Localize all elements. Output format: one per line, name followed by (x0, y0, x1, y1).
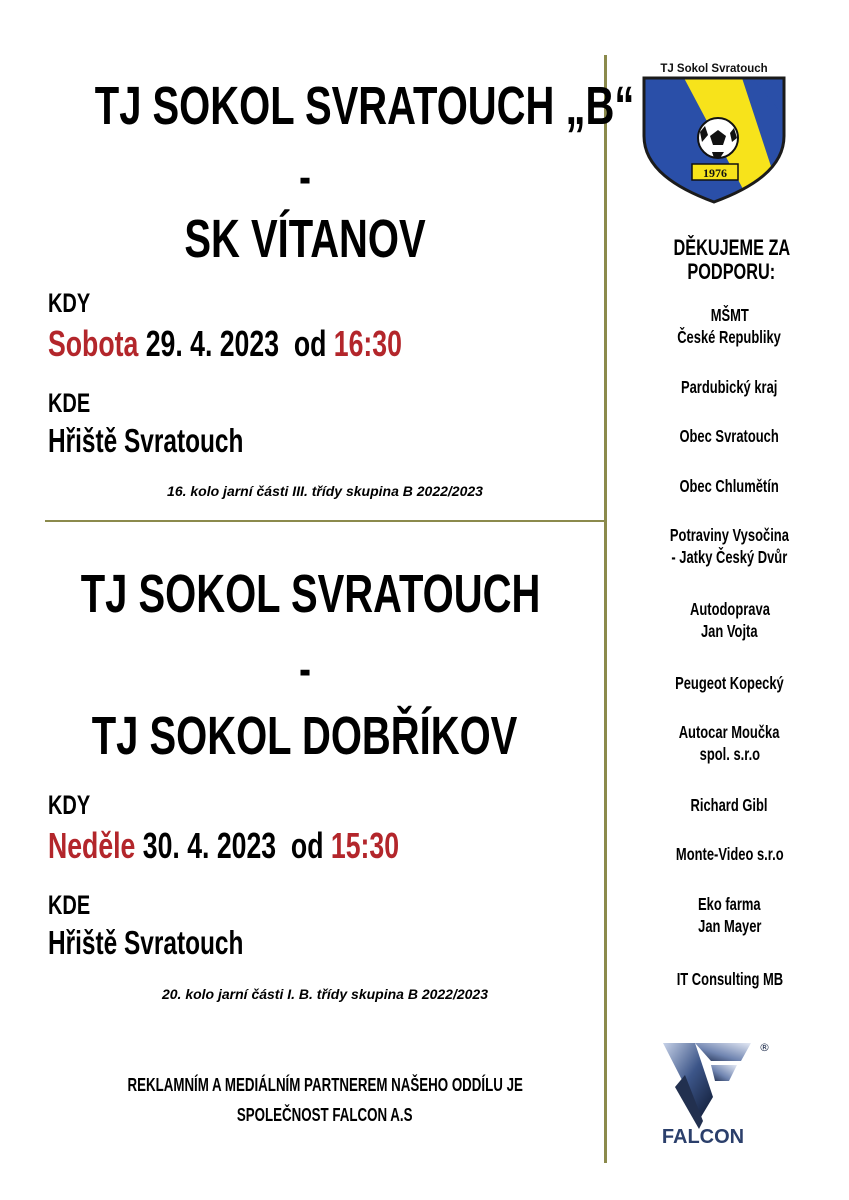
sponsor-9: Monte-Video s.r.o (675, 844, 784, 864)
match1-datetime (48, 324, 526, 364)
match1-where-label: KDE (48, 388, 91, 418)
sponsor-4: Potraviny Vysočina - Jatky Český Dvůr (669, 525, 790, 567)
match2-when-label: KDY (48, 790, 91, 820)
thanks-heading: DĚKUJEME ZA PODPORU: (673, 235, 790, 284)
horizontal-divider (45, 520, 606, 522)
match2-datetime (48, 826, 522, 866)
club-crest-logo (634, 56, 794, 206)
match1-date: 29. 4. 2023 (145, 323, 280, 364)
sponsor-10: Eko farma Jan Mayer (697, 894, 762, 936)
match2-place: Hřiště Svratouch (48, 924, 244, 961)
sponsor-0: MŠMT České Republiky (677, 305, 782, 347)
match2-time: 15:30 (330, 825, 400, 866)
match1-when-label: KDY (48, 288, 91, 318)
match1-place: Hřiště Svratouch (48, 422, 244, 459)
sponsor-2: Obec Svratouch (679, 426, 780, 446)
match2-round-note: 20. kolo jarní části I. B. třídy skupina B 2022/2023 (161, 986, 489, 1002)
match1-separator: - (299, 151, 311, 204)
match1-from: od (293, 323, 327, 364)
match2-date: 30. 4. 2023 (142, 825, 277, 866)
falcon-logo (655, 1035, 775, 1147)
partner-line2: SPOLEČNOST FALCON A.S (237, 1105, 413, 1125)
match1-home-team: TJ SOKOL SVRATOUCH „B“ (94, 76, 635, 136)
match2-away-team: TJ SOKOL DOBŘÍKOV (92, 706, 518, 766)
falcon-logo-text: FALCON (661, 1126, 745, 1147)
club-logo-name: TJ Sokol Svratouch (660, 63, 768, 75)
sponsor-11: IT Consulting MB (676, 969, 783, 989)
sponsor-3: Obec Chlumětín (679, 476, 780, 496)
match2-home-team: TJ SOKOL SVRATOUCH (80, 564, 541, 624)
sponsor-7: Autocar Moučka spol. s.r.o (679, 722, 780, 764)
match2-day: Neděle (48, 825, 136, 866)
match2-from: od (290, 825, 324, 866)
partner-line1: REKLAMNÍM A MEDIÁLNÍM PARTNEREM NAŠEHO ODDÍLU JE (127, 1075, 523, 1095)
club-logo-year: 1976 (703, 166, 727, 180)
registered-mark: ® (759, 1041, 770, 1054)
match1-time: 16:30 (333, 323, 402, 364)
club-crest-icon (634, 56, 794, 206)
match1-away-team: SK VÍTANOV (184, 209, 426, 269)
match1-day: Sobota (48, 323, 139, 364)
sponsor-8: Richard Gibl (690, 795, 768, 815)
sponsor-1: Pardubický kraj (681, 377, 778, 397)
partner-text (0, 1070, 630, 1130)
falcon-emblem-icon (655, 1035, 775, 1147)
sponsor-5: Autodoprava Jan Vojta (689, 599, 770, 641)
match1-round-note: 16. kolo jarní části III. třídy skupina B 2022/2023 (167, 483, 483, 499)
match2-separator: - (299, 643, 311, 696)
match2-where-label: KDE (48, 890, 91, 920)
sponsor-6: Peugeot Kopecký (675, 673, 784, 693)
